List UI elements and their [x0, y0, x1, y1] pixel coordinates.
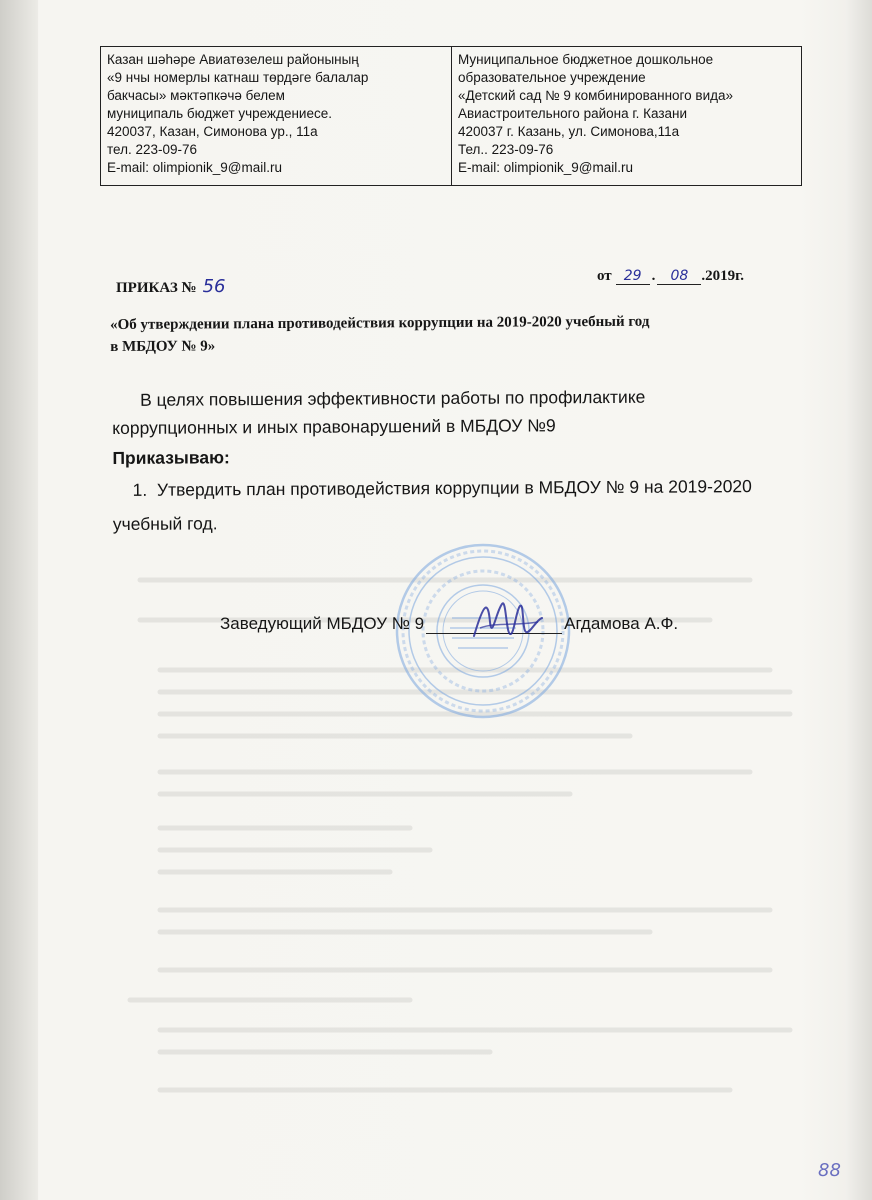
letterhead-left-line: «9 нчы номерлы катнаш төрдәге балалар: [107, 70, 369, 85]
letterhead-left-email: E-mail: olimpionik_9@mail.ru: [107, 160, 283, 175]
order-title: [116, 276, 225, 297]
letterhead-right-line: Тел.. 223-09-76: [458, 142, 554, 157]
letterhead-left-line: бакчасы» мәктәпкәчә белем: [107, 88, 285, 103]
order-item-1: [113, 472, 803, 504]
letterhead-right-line: «Детский сад № 9 комбинированного вида»: [458, 88, 734, 103]
body-paragraph-line: В целях повышения эффективности работы по профилактике: [140, 386, 646, 410]
letterhead-left-line: Казан шәһәре Авиатөзелеш районының: [107, 52, 359, 67]
order-number-handwritten: 56: [202, 276, 226, 297]
date-month-handwritten: 08: [657, 268, 701, 285]
order-date: [597, 268, 744, 285]
letterhead-tatar: [101, 47, 451, 185]
date-separator: .: [651, 268, 656, 284]
body-paragraph-line: коррупционных и иных правонарушений в МБДОУ №9: [112, 415, 556, 438]
letterhead-right-line: образовательное учреждение: [458, 70, 646, 85]
handwritten-signature-icon: [466, 592, 546, 648]
item-text: Утвердить план противодействия коррупции в МБДОУ № 9 на 2019-2020: [156, 476, 752, 500]
page-number-handwritten: 88: [818, 1160, 841, 1181]
order-title-label: ПРИКАЗ №: [116, 280, 197, 296]
letterhead-table: [100, 46, 802, 186]
signature-line: [220, 614, 678, 634]
letterhead-left-line: муниципаль бюджет учреждениесе.: [107, 106, 332, 121]
letterhead-left-line: 420037, Казан, Симонова ур., 11а: [107, 124, 318, 139]
subject-line: «Об утверждении плана противодействия коррупции на 2019-2020 учебный год: [110, 313, 650, 333]
order-subject: [110, 311, 650, 358]
subject-line: в МБДОУ № 9»: [110, 338, 216, 355]
order-body: [112, 382, 803, 538]
date-suffix: .2019г.: [701, 268, 745, 284]
order-directive: Приказываю:: [112, 447, 230, 468]
signatory-position: Заведующий МБДОУ № 9: [220, 614, 425, 633]
letterhead-right-line: Авиастроительного района г. Казани: [458, 106, 688, 121]
letterhead-russian: [451, 47, 801, 185]
order-item-1-continued: учебный год.: [112, 513, 218, 534]
date-prefix: от: [597, 268, 612, 284]
letterhead-right-line: Муниципальное бюджетное дошкольное: [458, 52, 714, 67]
date-day-handwritten: 29: [616, 268, 650, 285]
signatory-name: Агдамова А.Ф.: [564, 614, 679, 633]
scan-right-shadow: [846, 0, 872, 1200]
scan-left-shadow: [0, 0, 38, 1200]
letterhead-left-line: тел. 223-09-76: [107, 142, 198, 157]
item-number: 1.: [132, 479, 148, 500]
letterhead-right-email: E-mail: olimpionik_9@mail.ru: [458, 160, 634, 175]
letterhead-right-line: 420037 г. Казань, ул. Симонова,11а: [458, 124, 680, 139]
